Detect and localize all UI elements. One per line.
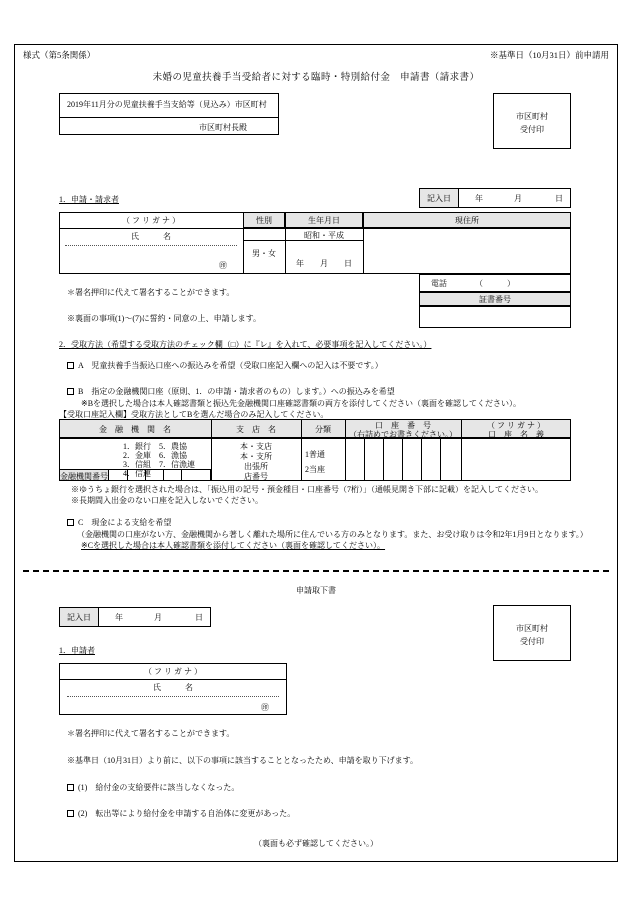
withdrawal-item-1-label: (1) 給付金の支給要件に該当しなくなった。	[78, 783, 240, 792]
withdrawal-date-year: 年	[115, 613, 123, 622]
bank-note-1: ※ゆうちょ銀行を選択された場合は、「振込用の記号・預金種目・口座番号（7桁）」（通帳見開き下部に記載）を記入してください。	[71, 485, 543, 494]
cut-line	[23, 570, 609, 572]
sex-value: 男・女	[252, 249, 276, 258]
receipt-seal-top-line1: 市区町村	[516, 112, 548, 121]
withdrawal-date-label: 記入日	[67, 613, 91, 622]
birth-era: 昭和・平成	[304, 231, 344, 240]
option-a-row	[67, 360, 383, 371]
bank-col-accno-1: 口 座 番 号	[375, 421, 431, 430]
option-c-note-2: ※Cを選択した場合は本人確認書類を添付してください（裏面を確認してください）。	[81, 541, 386, 550]
municipality-box-divider	[59, 117, 279, 118]
bank-col-accno-2: （右詰めでお書きください。）	[349, 430, 457, 439]
checkbox-option-a[interactable]	[67, 362, 74, 369]
branch-kind-2: 本・支所	[240, 452, 272, 461]
accno-cell-1	[364, 438, 365, 481]
withdrawal-name-dotted-line	[67, 696, 279, 697]
option-b-note: ※Bを選択した場合は本人確認書類と振込先金融機関口座確認書類の両方を添付してください（裏面を確認してください）。	[81, 399, 522, 408]
accno-cell-3	[402, 438, 403, 481]
withdrawal-date-month: 月	[154, 613, 162, 622]
withdrawal-name-label: 氏 名	[153, 683, 193, 692]
form-style-label: 様式（第5条関係）	[23, 50, 96, 60]
option-b-row	[67, 386, 395, 397]
withdrawal-item-2-label: (2) 転出等により給付金を申請する自治体に変更があった。	[78, 809, 296, 818]
withdrawal-reason-note: ※基準日（10月31日）より前に、以下の事項に該当することとなったため、申請を取り下げます。	[67, 756, 419, 765]
bank-col-bank: 金 融 機 関 名	[99, 425, 171, 434]
furigana-label: （ フ リ ガ ナ ）	[122, 216, 180, 225]
option-c-row	[67, 517, 171, 528]
signature-note: ＊署名押印に代えて署名することができます。	[67, 288, 235, 297]
receipt-seal-bottom-line2: 受付印	[520, 637, 544, 646]
checkbox-withdrawal-2[interactable]	[67, 810, 74, 817]
bank-col-type: 分類	[315, 425, 331, 434]
cert-no-box	[419, 306, 571, 328]
applicant-table-header-line	[59, 228, 571, 229]
bank-code-div-4	[181, 469, 182, 481]
birth-ymd: 年 月 日	[296, 259, 352, 268]
option-c-label: C 現金による支給を希望	[78, 518, 172, 527]
bank-code-label: 金融機関番号	[60, 472, 108, 481]
name-seal-mark: ㊞	[219, 261, 227, 270]
option-b-label: B 指定の金融機関口座（原則、1．の申請・請求者のもの）します。）への振込みを希望	[78, 387, 395, 396]
bank-kind-1: 1．銀行 5．農協	[123, 442, 187, 451]
page-title: 未婚の児童扶養手当受給者に対する臨時・特別給付金 申請書（請求書）	[152, 73, 480, 83]
bank-kind-3: 3．信組 7．信漁連	[123, 460, 195, 469]
section2-label: 2．受取方法（希望する受取方法のチェック欄（□）に『レ』を入れて、必要事項を記入してください。）	[59, 340, 432, 349]
name-label: 氏 名	[131, 232, 171, 241]
withdrawal-signature-note: ＊署名押印に代えて署名することができます。	[67, 729, 235, 738]
checkbox-option-b[interactable]	[67, 388, 74, 395]
accno-cell-4	[421, 438, 422, 481]
address-header-label: 現住所	[455, 216, 479, 225]
entry-date-month: 月	[514, 194, 522, 203]
withdrawal-date-day: 日	[195, 613, 203, 622]
bank-code-div-3	[163, 469, 164, 481]
branch-kind-3: 出張所	[244, 462, 268, 471]
name-dotted-line	[65, 245, 237, 246]
footer-note: （裏面も必ず確認してください。）	[254, 839, 378, 848]
option-a-label: A 児童扶養手当振込口座への振込みを希望（受取口座記入欄への記入は不要です。）	[78, 361, 383, 370]
accno-cell-5	[440, 438, 441, 481]
bank-code-div-1	[127, 469, 128, 481]
phone-label: 電話 （ ）	[431, 279, 515, 288]
receipt-seal-bottom-line1: 市区町村	[516, 624, 548, 633]
bank-note-2: ※長期間入出金のない口座を記入しないでください。	[71, 496, 263, 505]
option-c-note-1: （金融機関の口座がない方、金融機関から著しく離れた場所に住んでいる方のみとなります。また、お受け取りは令和2年1月9日となります。）	[77, 530, 588, 539]
receipt-seal-top-line2: 受付印	[520, 125, 544, 134]
withdrawal-furigana-label: （ フ リ ガ ナ ）	[144, 667, 202, 676]
withdrawal-item-1-row	[67, 782, 239, 793]
entry-date-day: 日	[555, 194, 563, 203]
branch-kind-4: 店番号	[244, 472, 268, 481]
withdrawal-name-header-line	[59, 679, 287, 680]
withdrawal-section-label: 1．申請者	[59, 646, 95, 655]
section1-label: 1．申請・請求者	[59, 195, 119, 204]
bank-kind-2: 2．金庫 6．漁協	[123, 451, 187, 460]
withdrawal-item-2-row	[67, 808, 295, 819]
withdrawal-title: 申請取下書	[296, 586, 336, 595]
entry-date-year: 年	[475, 194, 483, 203]
pledge-note: ※裏面の事項(1)～(7)に誓約・同意の上、申請します。	[67, 314, 262, 323]
bank-section-label: 【受取口座記入欄】受取方法としてBを選んだ場合のみ記入してください。	[59, 410, 329, 419]
entry-date-label: 記入日	[427, 194, 451, 203]
sheet-header	[23, 49, 609, 61]
sex-header-label: 性別	[256, 216, 272, 225]
checkbox-option-c[interactable]	[67, 519, 74, 526]
withdrawal-seal-mark: ㊞	[261, 703, 269, 712]
form-sheet	[14, 44, 618, 862]
acct-type-2: 2当座	[305, 465, 325, 474]
municipality-line2: 市区町村長殿	[199, 123, 247, 132]
bank-col-name-2: 口 座 名 義	[488, 430, 544, 439]
acct-type-1: 1普通	[305, 450, 325, 459]
branch-kind-1: 本・支店	[240, 442, 272, 451]
bank-col-name-1: （ フ リ ガ ナ ）	[487, 421, 545, 430]
bank-kind-4: 4．信連	[123, 469, 151, 478]
cert-no-label: 証書番号	[479, 295, 511, 304]
bank-code-div-2	[145, 469, 146, 481]
municipality-line1: 2019年11月分の児童扶養手当支給等（見込み）市区町村	[67, 100, 267, 109]
bank-col-branch: 支 店 名	[236, 425, 276, 434]
accno-cell-2	[383, 438, 384, 481]
birth-header-label: 生年月日	[308, 216, 340, 225]
form-usage-label: ※基準日（10月31日）前申請用	[489, 50, 609, 60]
checkbox-withdrawal-1[interactable]	[67, 784, 74, 791]
